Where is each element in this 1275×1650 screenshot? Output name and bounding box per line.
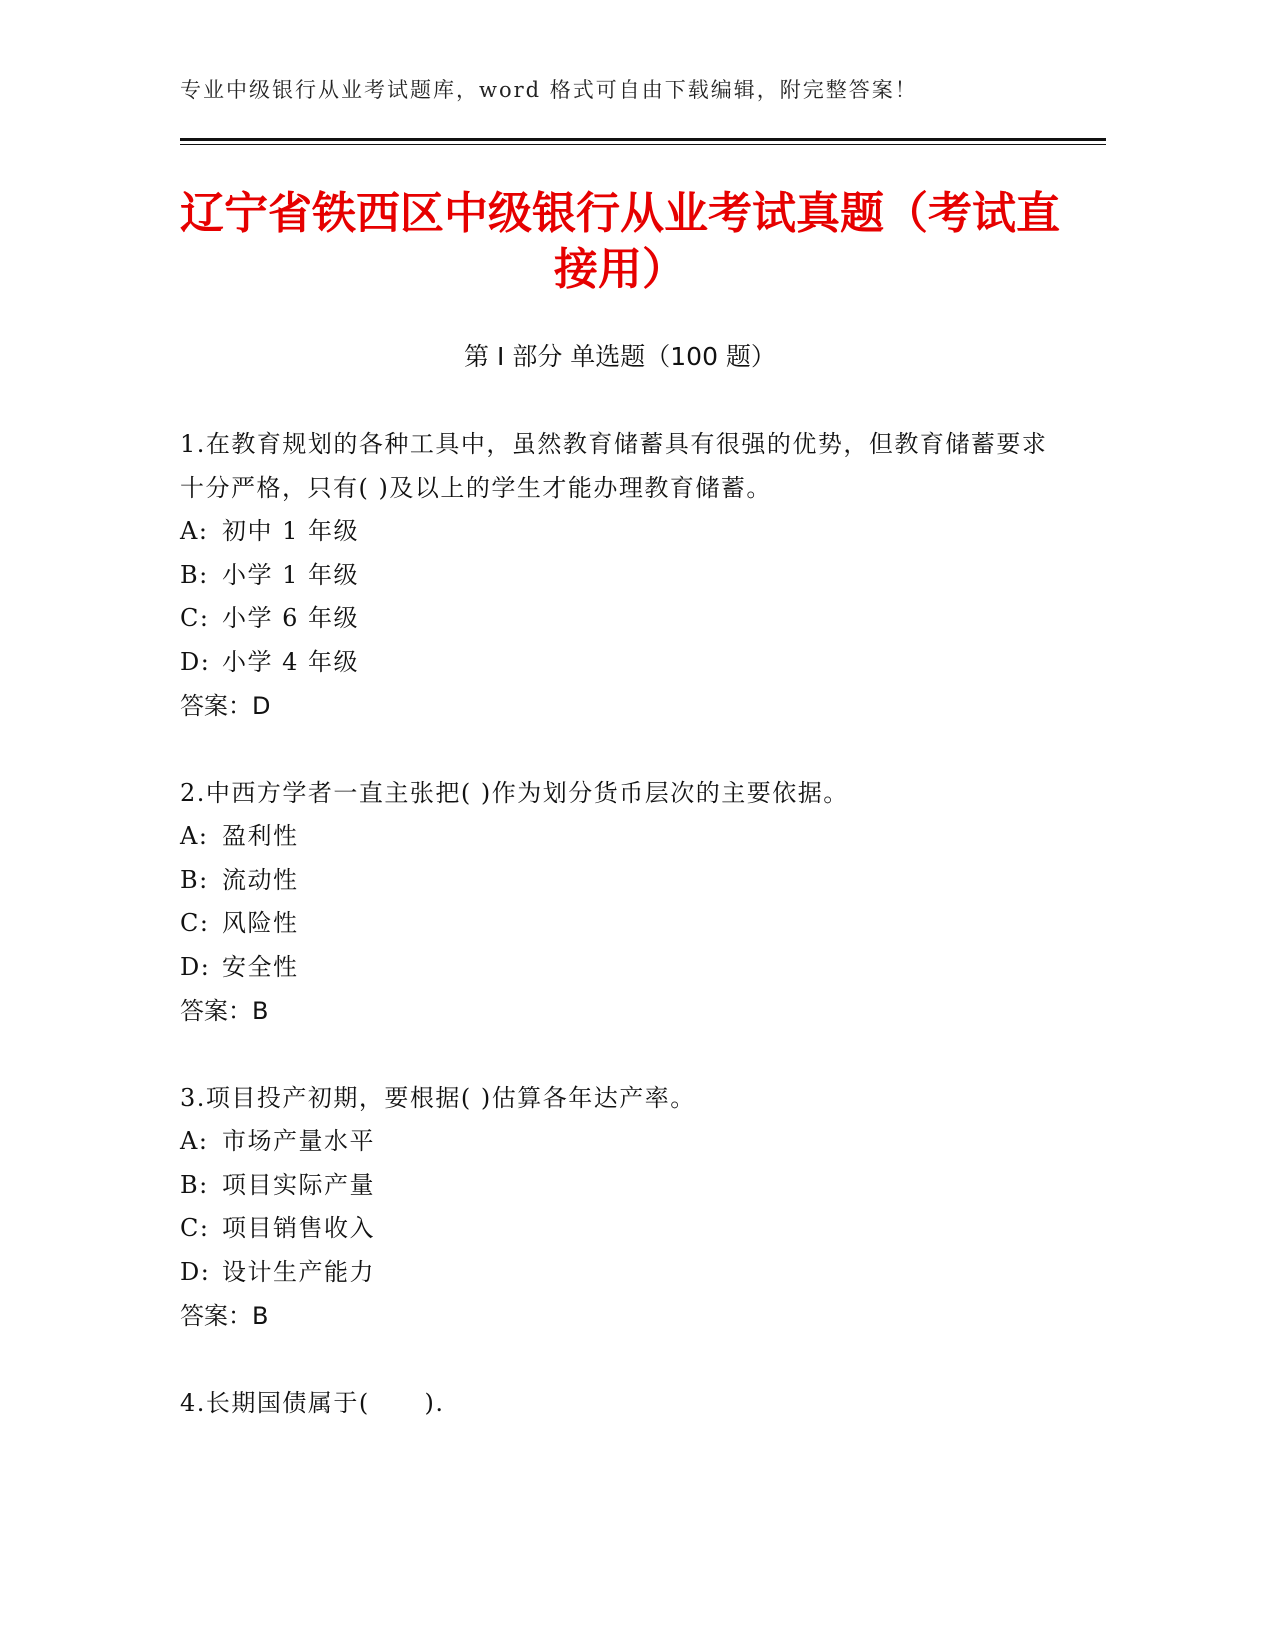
document-title: 辽宁省铁西区中级银行从业考试真题（考试直接用） xyxy=(180,188,1060,295)
option-letter: B: xyxy=(180,560,209,589)
answer-line: 答案：D xyxy=(180,692,271,720)
option-d xyxy=(180,1251,1060,1295)
option-a xyxy=(180,510,1060,554)
answer-line: 答案：B xyxy=(180,997,269,1025)
option-letter: D: xyxy=(180,647,211,676)
page-header: 专业中级银行从业考试题库，word 格式可自由下载编辑，附完整答案！ xyxy=(180,78,918,102)
option-text: 小学 1 年级 xyxy=(222,560,360,589)
question-gap xyxy=(180,1338,1060,1381)
header-rule-thin xyxy=(180,144,1106,145)
option-letter: A: xyxy=(180,517,209,545)
option-text: 项目销售收入 xyxy=(222,1214,375,1242)
question-4 xyxy=(180,1381,1060,1425)
section-title: 第 I 部分 单选题（100 题） xyxy=(464,342,776,371)
option-letter: D: xyxy=(180,952,211,981)
question-3 xyxy=(180,1076,1060,1338)
option-a xyxy=(180,1120,1060,1164)
option-d xyxy=(180,641,1060,685)
option-letter: C: xyxy=(180,909,210,937)
option-letter: A: xyxy=(180,1127,209,1155)
question-stem: 4.长期国债属于( ). xyxy=(180,1389,445,1417)
question-stem: 1.在教育规划的各种工具中，虽然教育储蓄具有很强的优势，但教育储蓄要求十分严格，只有( )及以上的学生才能办理教育储蓄。 xyxy=(180,430,1048,502)
option-text: 小学 4 年级 xyxy=(222,647,360,676)
option-text: 小学 6 年级 xyxy=(222,604,360,632)
option-d xyxy=(180,946,1060,990)
option-text: 项目实际产量 xyxy=(222,1170,375,1199)
question-gap xyxy=(180,728,1060,771)
option-letter: A: xyxy=(180,822,209,850)
answer-line: 答案：B xyxy=(180,1302,269,1330)
question-gap xyxy=(180,1033,1060,1076)
option-text: 流动性 xyxy=(222,865,299,894)
option-text: 设计生产能力 xyxy=(222,1257,375,1286)
header-rule xyxy=(180,138,1106,141)
option-b xyxy=(180,554,1060,598)
question-2 xyxy=(180,771,1060,1033)
option-c xyxy=(180,597,1060,641)
question-stem: 2.中西方学者一直主张把( )作为划分货币层次的主要依据。 xyxy=(180,779,849,807)
option-text: 盈利性 xyxy=(222,822,299,850)
option-b xyxy=(180,1164,1060,1208)
option-text: 市场产量水平 xyxy=(222,1127,375,1155)
option-text: 风险性 xyxy=(222,909,299,937)
question-1 xyxy=(180,422,1060,728)
option-letter: C: xyxy=(180,1214,210,1242)
question-list xyxy=(180,422,1060,1425)
option-letter: C: xyxy=(180,604,210,632)
option-text: 初中 1 年级 xyxy=(222,517,360,545)
option-b xyxy=(180,859,1060,903)
option-letter: B: xyxy=(180,865,209,894)
option-letter: D: xyxy=(180,1257,211,1286)
question-stem: 3.项目投产初期，要根据( )估算各年达产率。 xyxy=(180,1084,696,1112)
option-a xyxy=(180,815,1060,859)
option-c xyxy=(180,1207,1060,1251)
option-letter: B: xyxy=(180,1170,209,1199)
option-c xyxy=(180,902,1060,946)
option-text: 安全性 xyxy=(222,952,299,981)
